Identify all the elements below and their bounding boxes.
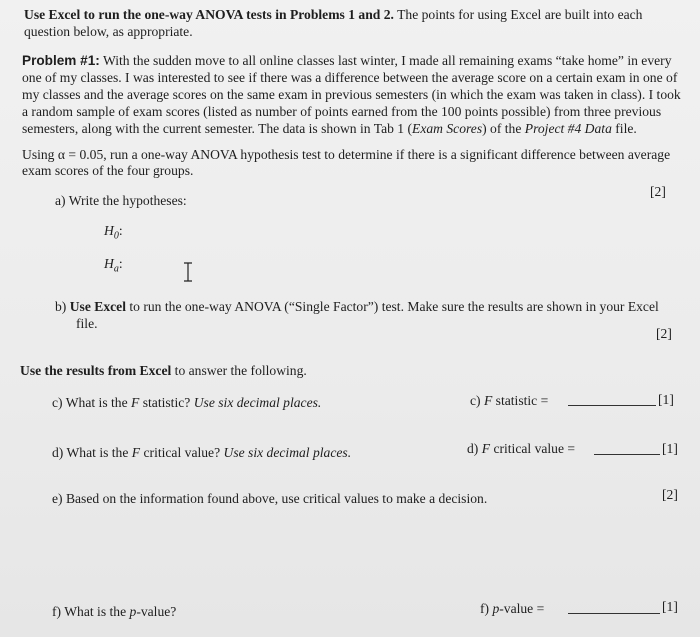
intro-rest: The points for using Excel are built into each [393, 7, 643, 22]
h0-colon: : [118, 223, 123, 238]
part-d-italic: Use six decimal places. [223, 445, 352, 460]
p-value-answer-field[interactable] [568, 603, 660, 614]
part-d-label-pre: d) [467, 441, 482, 456]
intro-line-2: question below, as appropriate. [24, 24, 193, 39]
part-b-line-1 [55, 298, 659, 315]
use-results-line [20, 362, 307, 379]
part-c-italic: Use six decimal places. [193, 395, 322, 410]
problem1-line-1 [22, 52, 672, 69]
part-e-question: e) Based on the information found above, use critical values to make a decision. [52, 491, 488, 506]
part-b-points: [2] [656, 326, 672, 341]
ha-label [104, 255, 123, 278]
part-d-answer-label [467, 440, 575, 457]
part-f-p: p [129, 604, 137, 619]
part-a-question: a) Write the hypotheses: [55, 193, 187, 208]
intro-bold: Use Excel to run the one-way ANOVA tests in Problems 1 and 2. [24, 7, 394, 22]
using-line-1: Using α = 0.05, run a one-way ANOVA hypothesis test to determine if there is a significant difference between average [22, 147, 671, 162]
part-f-question [52, 603, 176, 620]
ha-subscript: a [113, 263, 119, 275]
part-f-label-pre: f) [480, 601, 493, 616]
part-c-question [52, 394, 321, 411]
project-data-italic: Project #4 Data [524, 121, 612, 136]
part-b-line-2: file. [76, 316, 98, 331]
use-results-bold: Use the results from Excel [20, 363, 172, 378]
problem1-line5-pre: semesters, along with the current semester. The data is shown in Tab 1 ( [22, 121, 413, 136]
part-d-label-post: critical value = [490, 441, 576, 456]
part-c-points: [1] [658, 392, 674, 407]
part-a-points: [2] [650, 184, 666, 199]
problem1-line-4: a random sample of exam scores (listed as number of points earned from the 100 points possible) from three previous [22, 104, 662, 119]
part-f-answer-label [480, 600, 544, 617]
part-b-prefix: b) [55, 299, 70, 314]
part-d-mid: critical value? [140, 445, 224, 460]
part-d-prefix: d) What is the [52, 445, 132, 460]
h0-letter: H [104, 223, 114, 238]
part-b-rest: to run the one-way ANOVA (“Single Factor”) test. Make sure the results are shown in your Excel [125, 299, 659, 314]
ha-colon: : [118, 256, 123, 271]
problem1-line5-mid: ) of the [482, 121, 525, 136]
part-c-label-post: statistic = [492, 393, 549, 408]
h0-label [104, 222, 123, 245]
problem1-line-3: my classes and the average scores on the same exam in previous semesters (in which the exam was taken in class). I took [22, 87, 681, 102]
f-critical-answer-field[interactable] [594, 444, 660, 455]
part-d-points: [1] [662, 441, 678, 456]
intro-line-1 [24, 6, 642, 23]
part-f-label-post: -value = [499, 601, 545, 616]
problem1-line-5 [22, 120, 637, 137]
part-d-question [52, 444, 351, 461]
part-c-f: F [131, 395, 140, 410]
f-statistic-answer-field[interactable] [568, 395, 656, 406]
problem1-text-1: With the sudden move to all online classes last winter, I made all remaining exams “take home” in every [99, 53, 672, 68]
part-c-prefix: c) What is the [52, 395, 132, 410]
part-d-f: F [131, 445, 141, 460]
problem1-label: Problem #1: [22, 53, 100, 68]
problem1-line5-post: file. [611, 121, 637, 136]
part-b-bold: Use Excel [69, 299, 126, 314]
use-results-rest: to answer the following. [171, 363, 307, 378]
part-c-label-f: F [483, 393, 493, 408]
h0-subscript: 0 [113, 230, 119, 242]
part-c-answer-label [470, 392, 548, 409]
part-f-label-p: p [492, 601, 500, 616]
ha-letter: H [104, 256, 114, 271]
part-d-label-f: F [481, 441, 491, 456]
part-f-prefix: f) What is the [52, 604, 130, 619]
problem1-line-2: one of my classes. I was interested to see if there was a difference between the average score on a certain exam in one of [22, 70, 678, 85]
part-c-mid: statistic? [139, 395, 194, 410]
part-f-points: [1] [662, 599, 678, 614]
part-e-points: [2] [662, 487, 678, 502]
part-f-post: -value? [136, 604, 177, 619]
part-c-label-pre: c) [470, 393, 484, 408]
text-cursor-icon [183, 262, 193, 282]
exam-scores-italic: Exam Scores [412, 121, 483, 136]
using-line-2: exam scores of the four groups. [22, 163, 194, 178]
